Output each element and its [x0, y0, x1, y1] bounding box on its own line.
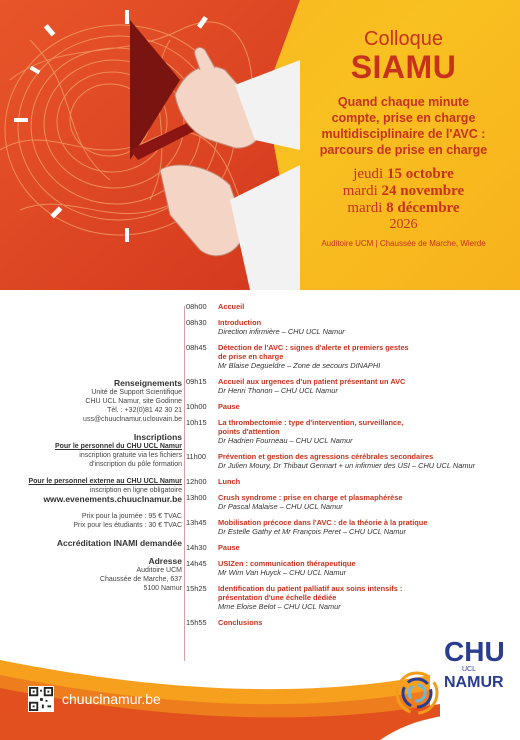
program-title: présentation d'une échelle dédiée	[218, 593, 337, 602]
program-title: Prévention et gestion des agressions cérébrales secondaires	[218, 452, 434, 461]
footer-wave	[0, 630, 520, 740]
program-item	[186, 402, 512, 411]
date-3: mardi 8 décembre	[347, 200, 460, 216]
program-time: 08h00	[186, 302, 207, 311]
info-column: Renseignements Unité de Support Scientifique CHU UCL Namur, site Godinne Tél. : +32(0)81 42 30 21 uss@chuuclnamur.uclouvain.be Inscriptions Pour le personnel du CHU UCL Namur inscription gratuite via les fichiers d'inscription du pôle formation Pour le personnel externe au CHU UCL Namur inscription en ligne obligatoire www.evenements.chuuclnamur.be Prix pour la journée : 95 € TVAC Prix pour les étudiants : 30 € TVAC Accréditation INAMI demandée Adresse Auditoire UCM Chaussée de Marche, 637 5100 Namur	[22, 378, 182, 593]
program-time: 15h55	[186, 618, 207, 627]
program-item	[186, 343, 512, 370]
program-time: 10h15	[186, 418, 207, 427]
program-list	[186, 302, 512, 634]
event-venue: Auditoire UCM | Chaussée de Marche, Wierde	[321, 239, 486, 248]
footer-website-link[interactable]: chuuclnamur.be	[62, 691, 161, 707]
event-dates	[301, 166, 506, 217]
program-time: 09h15	[186, 377, 207, 386]
program-time: 13h45	[186, 518, 207, 527]
chu-logo-icon	[392, 668, 442, 718]
program-title: Lunch	[218, 477, 241, 486]
event-year: 2026	[389, 217, 418, 232]
program-item	[186, 377, 512, 395]
qr-code[interactable]	[28, 686, 54, 712]
accreditation: Accréditation INAMI demandée	[56, 538, 182, 548]
program-item	[186, 477, 512, 486]
program-speaker: Dr Henri Thonon – CHU UCL Namur	[218, 386, 338, 395]
program-item	[186, 318, 512, 336]
program-time: 10h00	[186, 402, 207, 411]
registration-link[interactable]: www.evenements.chuuclnamur.be	[43, 494, 182, 504]
program-time: 14h45	[186, 559, 207, 568]
program-speaker: Dr Julien Moury, Dr Thibaut Gennart + un infirmier des USI – CHU UCL Namur	[218, 461, 476, 470]
program-time: 08h30	[186, 318, 207, 327]
program-title: points d'attention	[218, 427, 280, 436]
program-speaker: Dr Estelle Gathy et Mr François Peret – CHU UCL Namur	[218, 527, 406, 536]
program-title: Crush syndrome : prise en charge et plasmaphérèse	[218, 493, 403, 502]
program-speaker: Direction infirmière – CHU UCL Namur	[218, 327, 345, 336]
program-title: La thrombectomie : type d'intervention, surveillance,	[218, 418, 404, 427]
event-type: Colloque	[364, 28, 443, 50]
program-item	[186, 452, 512, 470]
program-title: Pause	[218, 543, 240, 552]
program-title: Identification du patient palliatif aux soins intensifs :	[218, 584, 403, 593]
program-time: 11h00	[186, 452, 207, 461]
program-item	[186, 302, 512, 311]
hero-banner	[0, 0, 520, 290]
date-1: jeudi 15 octobre	[353, 166, 454, 182]
program-item	[186, 584, 512, 611]
inscriptions-heading: Inscriptions	[133, 432, 182, 442]
program-item	[186, 618, 512, 627]
program-title: Introduction	[218, 318, 262, 327]
program-item	[186, 493, 512, 511]
program-title: Mobilisation précoce dans l'AVC : de la théorie à la pratique	[218, 518, 428, 527]
program-title: de prise en charge	[218, 352, 284, 361]
program-item	[186, 559, 512, 577]
program-speaker: Mr Blaise Degueldre – Zone de secours DINAPHI	[218, 361, 381, 370]
program-time: 12h00	[186, 477, 207, 486]
program-title: Accueil	[218, 302, 245, 311]
price-students: Prix pour les étudiants : 30 € TVAC	[73, 522, 182, 529]
program-item	[186, 418, 512, 445]
renseignements-heading: Renseignements	[113, 378, 182, 388]
program-title: USIZen : communication thérapeutique	[218, 559, 356, 568]
price-day: Prix pour la journée : 95 € TVAC	[81, 513, 182, 520]
date-2: mardi 24 novembre	[342, 183, 465, 199]
program-title: Accueil aux urgences d'un patient présentant un AVC	[218, 377, 406, 386]
program-time: 15h25	[186, 584, 207, 593]
program-divider	[184, 306, 185, 661]
program-speaker: Dr Pascal Malaise – CHU UCL Namur	[218, 502, 343, 511]
program-speaker: Dr Hadrien Fourneau – CHU UCL Namur	[218, 436, 353, 445]
event-title: SIAMU	[350, 49, 457, 85]
event-subtitle: Quand chaque minute compte, prise en charge multidisciplinaire de l'AVC : parcours de prise en charge	[319, 95, 488, 157]
program-time: 14h30	[186, 543, 207, 552]
address-heading: Adresse	[148, 556, 182, 566]
program-speaker: Mr Wim Van Huyck – CHU UCL Namur	[218, 568, 347, 577]
program-speaker: Mme Eloise Belot – CHU UCL Namur	[218, 602, 341, 611]
program-time: 08h45	[186, 343, 207, 352]
contact-email[interactable]: uss@chuuclnamur.uclouvain.be	[83, 416, 182, 423]
program-item	[186, 543, 512, 552]
program-title: Pause	[218, 402, 240, 411]
program-time: 13h00	[186, 493, 207, 502]
program-item	[186, 518, 512, 536]
program-title: Détection de l'AVC : signes d'alerte et premiers gestes	[218, 343, 409, 352]
program-title: Conclusions	[218, 618, 263, 627]
chu-logo: CHU UCL NAMUR	[444, 636, 505, 691]
hero-text-block	[301, 28, 506, 248]
